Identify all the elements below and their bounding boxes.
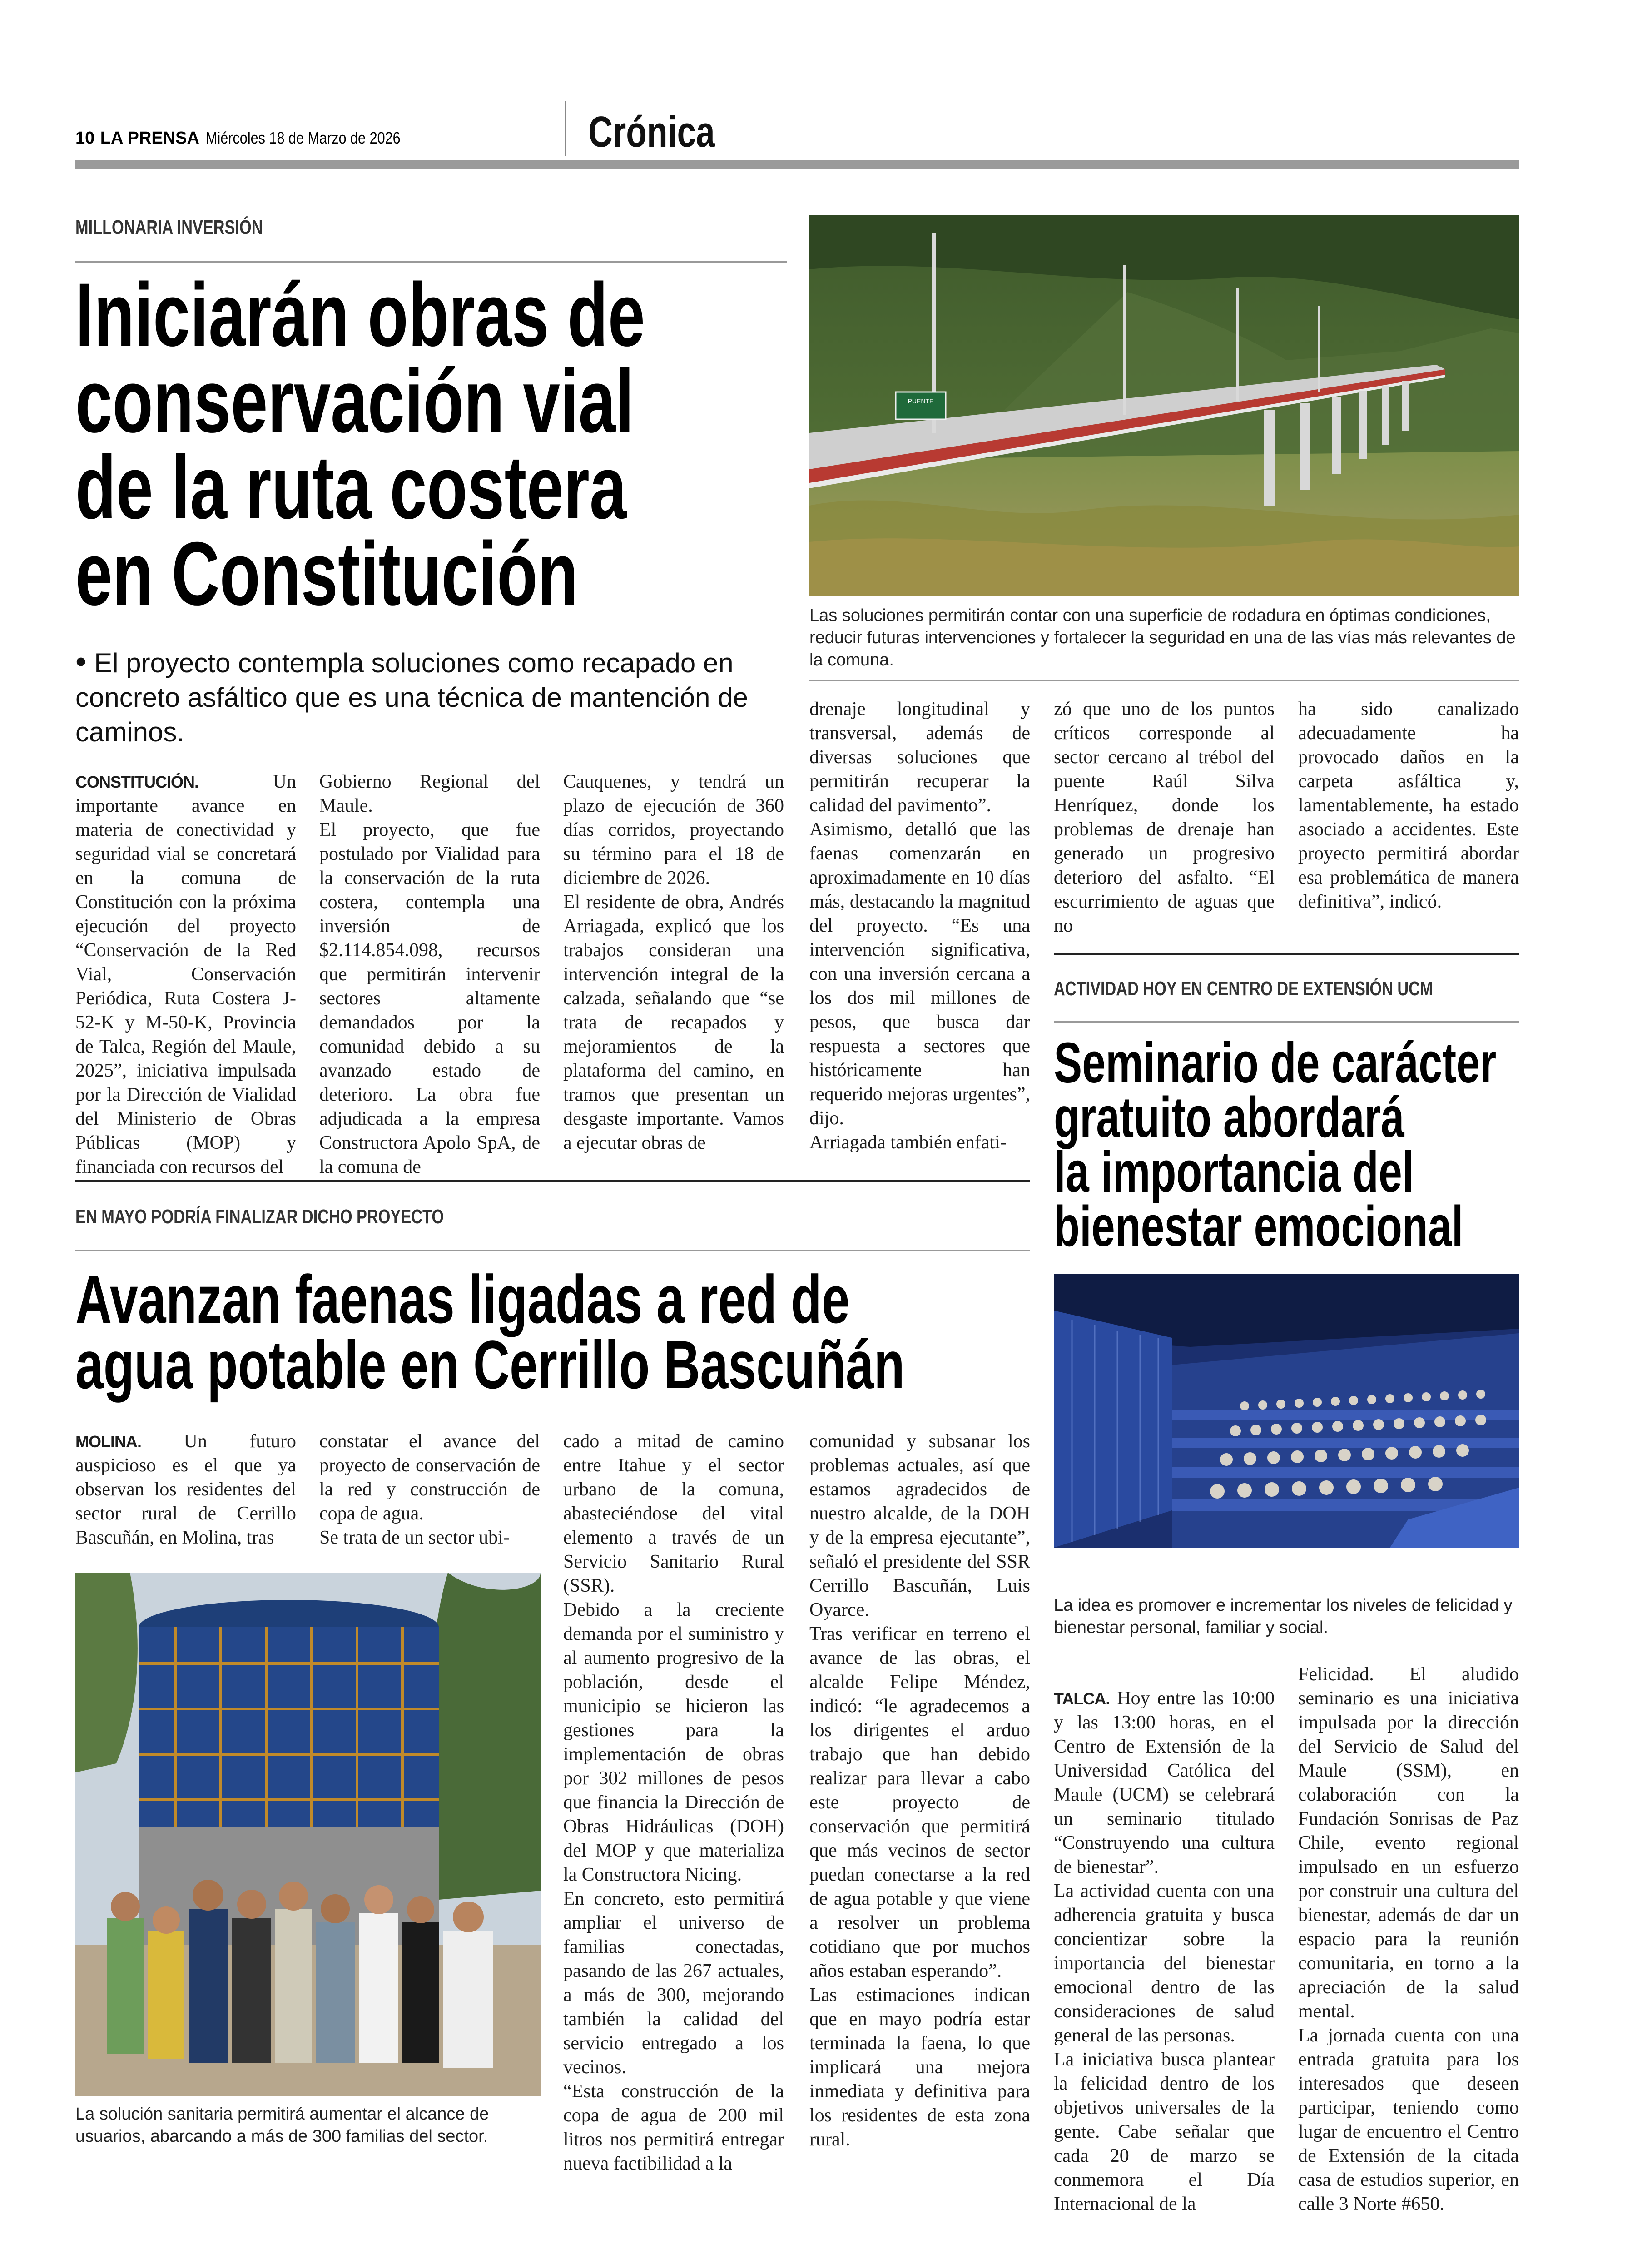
article1-column-2: Gobierno Regional del Maule. El proyecto, que fue postulado por Vialidad para la conservación de la ruta costera, contempla una inversión de $2.114.854.098, recursos que permitirán intervenir sectores altamente demandados por la comunidad debido a su avanzado estado de deterioro. La obra fue adjudicada a la empresa Constructora Apolo SpA, de la comuna de [319, 771, 540, 1177]
auditorium-photo-caption: La idea es promover e incrementar los niveles de felicidad y bienestar personal, familiar y social. [1054, 1596, 1513, 1637]
section-title: Crónica [588, 108, 715, 156]
article2-col1-text: Un futuro auspicioso es el que ya observan los residentes del sector rural de Cerrillo Bascuñán, en Molina, tras [75, 1431, 296, 1548]
page-header [75, 129, 435, 156]
header-bar [75, 160, 1519, 169]
article2-column-3: cado a mitad de camino entre Itahue y el sector urbano de la comuna, abasteciéndose del vital elemento a través de un Servicio Sanitario Rural (SSR). Debido a la creciente demanda por el suministro y al aumento progresivo de la población, desde el municipio se hicieron las gestiones para la implementación de obras por 302 millones de pesos que financia la Dirección de Obras Hidráulicas (DOH) del MOP y que materializa la Constructora Nicing. En concreto, esto permitirá ampliar el universo de familias conectadas, pasando de las 267 actuales, a más de 300, mejorando también la calidad del servicio entregado a los vecinos. “Esta construcción de la copa de agua de 200 mil litros nos permitirá entregar nueva factibilidad a la [563, 1431, 784, 2174]
page-number: 10 [75, 129, 95, 148]
article2-headline-line: agua potable en Cerrillo Bascuñán [75, 1326, 905, 1403]
article1-headline-line: conservación vial [75, 351, 634, 451]
article2-column-2: constatar el avance del proyecto de conservación de la red y construcción de copa de agua. Se trata de un sector ubi- [319, 1431, 540, 1548]
water-tank-photo-caption: La solución sanitaria permitirá aumentar el alcance de usuarios, abarcando a más de 300 familias del sector. [75, 2105, 489, 2146]
auditorium-photo [1054, 1274, 1519, 1548]
issue-date: Miércoles 18 de Marzo de 2026 [206, 129, 401, 147]
article3-kicker: ACTIVIDAD HOY EN CENTRO DE EXTENSIÓN UCM [1054, 978, 1433, 1000]
article2-headline-line: Avanzan faenas ligadas a red de [75, 1261, 850, 1337]
article1-kicker-rule [75, 261, 787, 263]
bridge-photo [809, 215, 1519, 596]
article1-column-1 [75, 770, 296, 1177]
article3-headline-line: Seminario de carácter [1054, 1031, 1497, 1095]
article3-column-2: Felicidad. El aludido seminario es una iniciativa impulsada por la dirección del Servicio de Salud del Maule (SSM), en colaboración con la Fundación Sonrisas de Paz Chile, evento regional impulsado en un esfuerzo por construir una cultura del bienestar, además de dar un espacio para la reunión comunitaria, en torno a la apreciación de la salud mental. La jornada cuenta con una entrada gratuita para los interesados que deseen participar, teniendo como lugar de encuentro el Centro de Extensión de la citada casa de estudios superior, en calle 3 Norte #650. [1298, 1664, 1519, 2214]
article1-column-5: zó que uno de los puntos críticos corresponde al sector cercano al trébol del puente Raúl Silva Henríquez, donde los problemas de drenaje han generado un progresivo deterioro del asfalto. “El escurrimiento de aguas que no [1054, 699, 1275, 936]
article2-top-rule [75, 1180, 1030, 1182]
bullet-icon: • [75, 644, 87, 679]
article1-headline-line: de la ruta costera [75, 437, 627, 537]
article1-headline-line: en Constitución [75, 523, 578, 624]
article1-dateline: CONSTITUCIÓN. [75, 773, 198, 791]
water-tank-photo [75, 1573, 541, 2096]
article1-headline [75, 264, 787, 624]
article3-headline [1054, 1031, 1652, 1258]
article3-dateline: TALCA. [1054, 1689, 1110, 1708]
article2-dateline: MOLINA. [75, 1432, 141, 1451]
bridge-photo-caption: Las soluciones permitirán contar con una superficie de rodadura en óptimas condiciones, reducir futuras intervenciones y fortalecer la seguridad en una de las vías más relevantes de la comuna. [809, 606, 1516, 670]
article1-col1-text: Un importante avance en materia de conectividad y seguridad vial se concretará en la comuna de Constitución con la próxima ejecución del proyecto “Conservación de la Red Vial, Conservación Periódica, Ruta Costera J-52-K y M-50-K, Provincia de Talca, Región del Maule, 2025”, iniciativa impulsada por la Dirección de Vialidad del Ministerio de Obras Públicas (MOP) y financiada con recursos del [75, 771, 296, 1177]
article1-kicker: MILLONARIA INVERSIÓN [75, 216, 263, 238]
article2-kicker-rule [75, 1250, 1030, 1251]
article1-column-4: drenaje longitudinal y transversal, además de diversas soluciones que permitirán recuperar la calidad del pavimento”. Asimismo, detalló que las faenas comenzarán en aproximadamente en 10 días más, destacando la magnitud del proyecto. “Es una intervención significativa, con una inversión cercana a los dos mil millones de pesos, que busca dar respuesta a sectores que históricamente han requerido mejoras urgentes”, dijo. Arriagada también enfati- [809, 699, 1030, 1153]
paper-name: LA PRENSA [100, 129, 199, 148]
article1-column-3: Cauquenes, y tendrá un plazo de ejecución de 360 días corridos, proyectando su término para el 18 de diciembre de 2026. El residente de obra, Andrés Arriagada, explicó que los trabajos consideran una intervención integral de la calzada, señalando que “se trata de recapados y mejoramientos de la plataforma del camino, en tramos que presentan un desgaste importante. Vamos a ejecutar obras de [563, 771, 784, 1153]
article1-subhead-line: concreto asfáltico que es una técnica de mantención de [75, 682, 748, 713]
article3-headline-line: la importancia del [1054, 1140, 1414, 1204]
article3-headline-line: gratuito abordará [1054, 1085, 1404, 1149]
article1-subhead-line: El proyecto contempla soluciones como recapado en [94, 648, 734, 678]
article3-headline-line: bienestar emocional [1054, 1194, 1463, 1258]
article2-column-1 [75, 1430, 296, 1552]
article2-headline [75, 1261, 1196, 1403]
article3-column-1 [1054, 1663, 1275, 2214]
article3-col1-text: Hoy entre las 10:00 y las 13:00 horas, en el Centro de Extensión de la Universidad Católica del Maule (UCM) se celebrará un seminario titulado “Construyendo una cultura de bienestar”. La actividad cuenta con una adherencia gratuita y busca concientizar sobre la importancia del bienestar emocional dentro de las consideraciones de salud general de las personas. La iniciativa busca plantear la felicidad dentro de los objetivos universales de la gente. Cabe señalar que cada 20 de marzo se conmemora el Día Internacional de la [1054, 1688, 1275, 2214]
article1-subhead [75, 644, 802, 750]
article3-kicker-rule [1054, 1021, 1519, 1023]
article1-subhead-line: caminos. [75, 717, 185, 747]
article3-top-rule [1054, 953, 1519, 955]
article1-column-6: ha sido canalizado adecuadamente ha provocado daños en la carpeta asfáltica y, lamentablemente, ha estado asociado a accidentes. Este proyecto permitirá abordar esa problemática de manera definitiva”, indicó. [1298, 699, 1519, 912]
article1-headline-line: Iniciarán obras de [75, 264, 645, 365]
article2-kicker: EN MAYO PODRÍA FINALIZAR DICHO PROYECTO [75, 1206, 444, 1228]
header-divider [565, 101, 566, 156]
article2-column-4: comunidad y subsanar los problemas actuales, así que estamos agradecidos de nuestro alcalde, de la DOH y de la empresa ejecutante”, señaló el presidente del SSR Cerrillo Bascuñán, Luis Oyarce. Tras verificar en terreno el avance de las obras, el alcalde Felipe Méndez, indicó: “le agradecemos a los dirigentes el arduo trabajo que han debido realizar para llevar a cabo este proyecto de conservación que permitirá que más vecinos de sector puedan conectarse a la red de agua potable y que viene a resolver un problema cotidiano que por muchos años estaban esperando”. Las estimaciones indican que en mayo podría estar terminada la faena, lo que implicará una mejora inmediata y definitiva para los residentes de esta zona rural. [809, 1431, 1030, 2150]
bridge-sign-text: PUENTE [908, 397, 934, 405]
bridge-caption-rule [809, 680, 1519, 681]
